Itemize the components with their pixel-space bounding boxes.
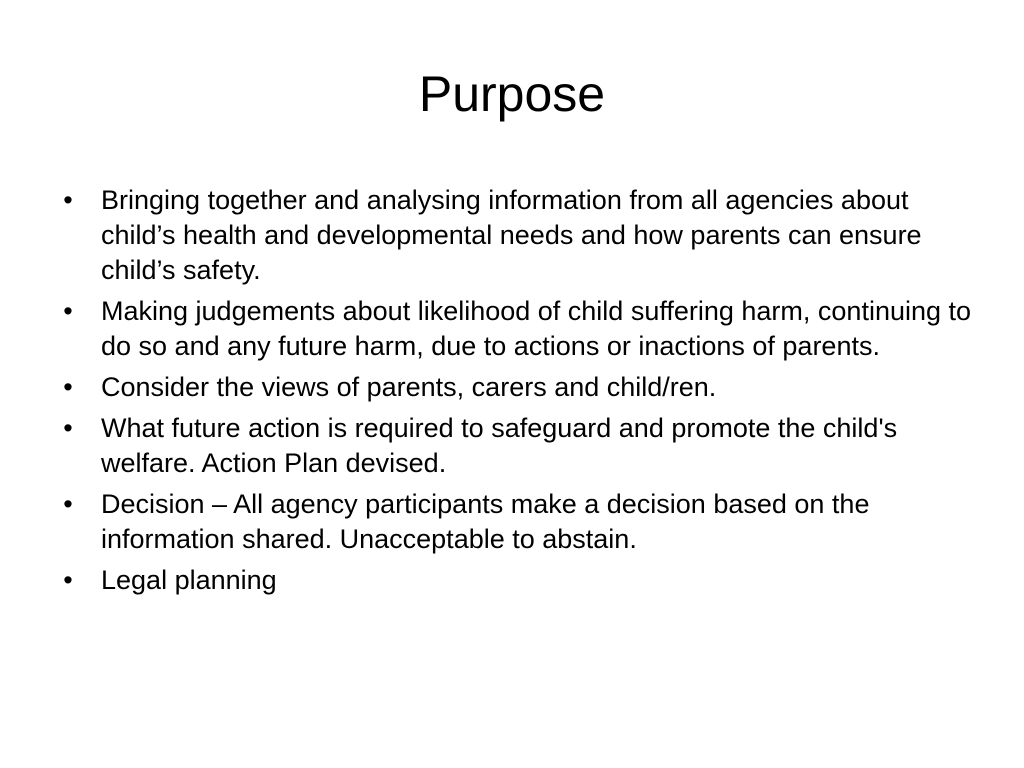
bullet-icon: • bbox=[63, 489, 73, 519]
bullet-item bbox=[58, 370, 978, 405]
bullet-text: Making judgements about likelihood of child suffering harm, continuing to do so and any future harm, due to actions or inactions of parents. bbox=[101, 296, 972, 361]
bullet-item bbox=[58, 183, 978, 288]
bullet-text: Bringing together and analysing information from all agencies about child’s health and developmental needs and how parents can ensure child’s safety. bbox=[101, 185, 922, 285]
bullet-text: Consider the views of parents, carers and child/ren. bbox=[101, 372, 717, 402]
bullet-icon: • bbox=[63, 372, 73, 402]
bullet-item bbox=[58, 487, 978, 557]
bullet-text: Decision – All agency participants make a decision based on the information shared. Unacceptable to abstain. bbox=[101, 489, 870, 554]
bullet-icon: • bbox=[63, 413, 73, 443]
bullet-list bbox=[58, 183, 978, 604]
bullet-item bbox=[58, 563, 978, 598]
bullet-item bbox=[58, 411, 978, 481]
bullet-text: What future action is required to safeguard and promote the child's welfare. Action Plan devised. bbox=[101, 413, 898, 478]
bullet-icon: • bbox=[63, 185, 73, 215]
bullet-text: Legal planning bbox=[101, 565, 277, 595]
slide-title: Purpose bbox=[418, 66, 606, 122]
bullet-icon: • bbox=[63, 296, 73, 326]
bullet-icon: • bbox=[63, 565, 73, 595]
bullet-item bbox=[58, 294, 978, 364]
